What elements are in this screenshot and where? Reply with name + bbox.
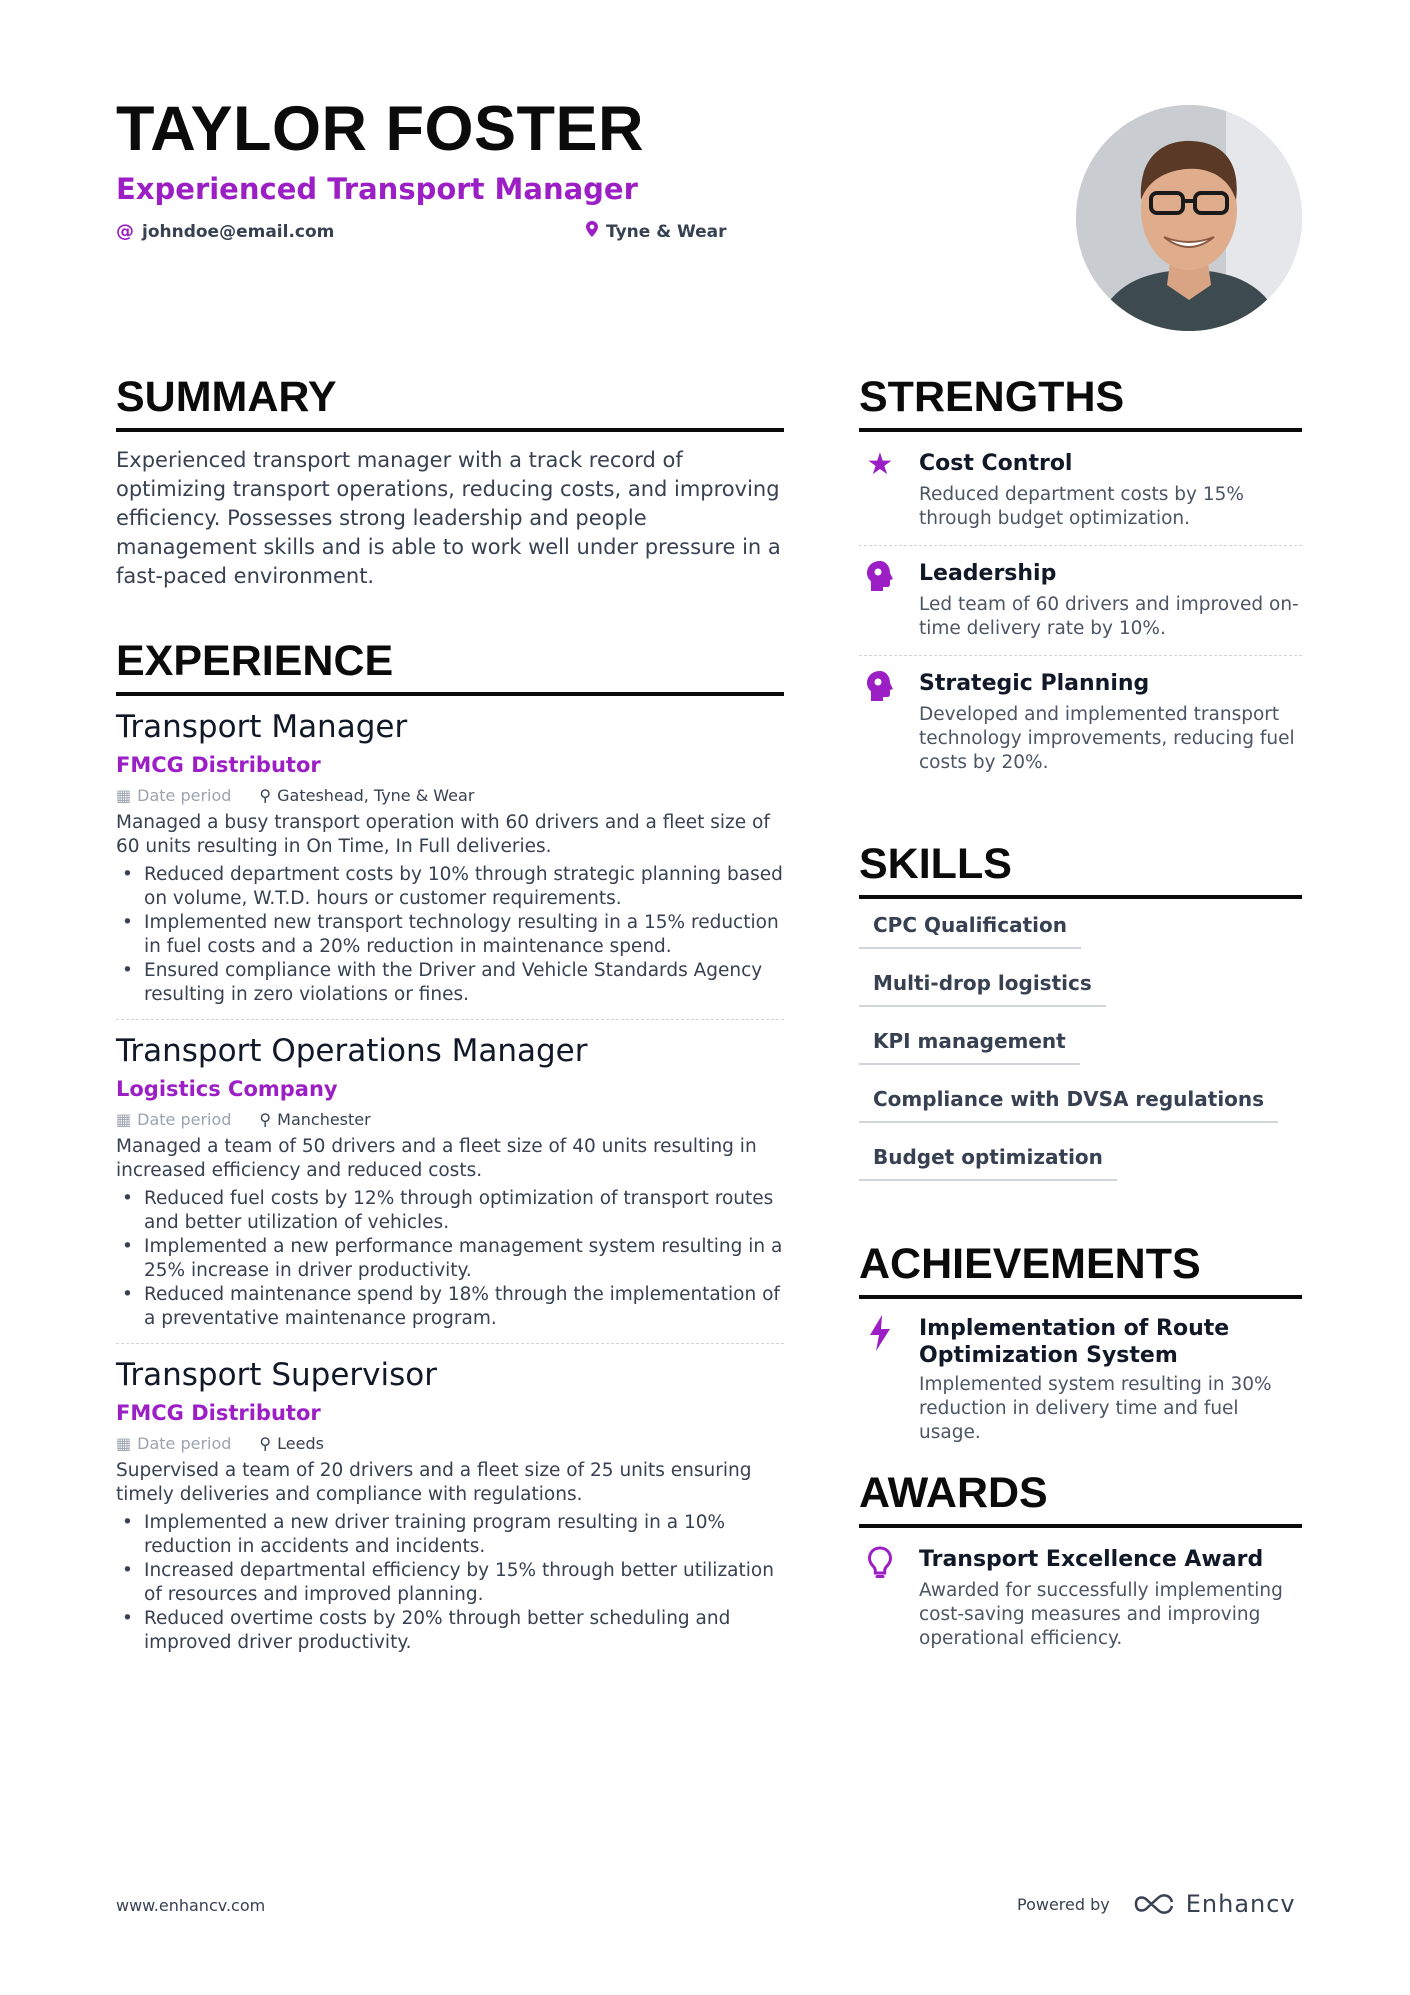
date-text: Date period xyxy=(137,1110,232,1129)
location-pin-icon: ⚲ xyxy=(259,1434,272,1453)
date-period xyxy=(116,1110,231,1129)
job-meta xyxy=(116,1110,784,1129)
location-pin-icon xyxy=(586,221,598,242)
bullet-item: • Reduced department costs by 10% through strategic planning based on volume, W.T.D. hours or customer requirements. xyxy=(116,863,784,911)
brand-logo xyxy=(1132,1890,1296,1918)
job-description: Supervised a team of 20 drivers and a fleet size of 25 units ensuring timely deliveries and compliance with regulations. xyxy=(116,1460,752,1505)
job-title: Transport Manager xyxy=(116,709,408,745)
lightbulb-icon xyxy=(859,1546,901,1651)
bullet-item: • Implemented a new driver training program resulting in a 10% reduction in accidents and incidents. xyxy=(116,1511,784,1559)
job-entry xyxy=(116,1033,784,1344)
achievement-title: Implementation of Route Optimization System xyxy=(919,1316,1230,1368)
job-title: Transport Operations Manager xyxy=(116,1033,588,1069)
skill-tag: Compliance with DVSA regulations xyxy=(859,1087,1278,1123)
divider xyxy=(859,655,1302,656)
summary-heading: SUMMARY xyxy=(116,376,784,432)
strength-text: Developed and implemented transport technology improvements, reducing fuel costs by 20%. xyxy=(919,704,1295,773)
location-text: Leeds xyxy=(277,1434,324,1453)
awards-section xyxy=(859,1469,1302,1651)
date-text: Date period xyxy=(137,1434,232,1453)
job-meta xyxy=(116,786,784,805)
job-meta xyxy=(116,1434,784,1453)
strength-title: Cost Control xyxy=(919,451,1073,476)
award-item xyxy=(859,1546,1302,1651)
skill-row xyxy=(859,1029,1302,1065)
summary-text: Experienced transport manager with a track record of optimizing transport operations, reducing costs, and improving efficiency. Possesses strong leadership and people management skills and is able to work well under pressure in a fast-paced environment. xyxy=(116,448,781,588)
strength-item xyxy=(859,447,1302,531)
email-text: johndoe@email.com xyxy=(142,221,335,242)
job-location xyxy=(259,786,474,805)
award-title: Transport Excellence Award xyxy=(919,1547,1264,1572)
calendar-icon: ▦ xyxy=(116,1434,132,1453)
award-text: Awarded for successfully implementing cost-saving measures and improving operational efficiency. xyxy=(919,1580,1283,1649)
skill-tag: KPI management xyxy=(859,1029,1080,1065)
company-name: FMCG Distributor xyxy=(116,1401,321,1425)
bolt-icon xyxy=(859,1315,901,1445)
job-title: Transport Supervisor xyxy=(116,1357,437,1393)
job-location xyxy=(259,1434,324,1453)
job-bullets xyxy=(116,863,784,1007)
date-period xyxy=(116,1434,231,1453)
footer-website[interactable]: www.enhancv.com xyxy=(116,1896,266,1915)
achievements-heading: ACHIEVEMENTS xyxy=(859,1243,1302,1299)
skill-row xyxy=(859,1145,1302,1181)
job-headline: Experienced Transport Manager xyxy=(116,172,638,206)
bullet-item: • Increased departmental efficiency by 15% through better utilization of resources and improved planning. xyxy=(116,1559,784,1607)
bullet-item: • Reduced maintenance spend by 18% through the implementation of a preventative maintenance program. xyxy=(116,1283,784,1331)
bullet-item: • Implemented a new performance management system resulting in a 25% increase in driver productivity. xyxy=(116,1235,784,1283)
skill-row xyxy=(859,971,1302,1007)
candidate-name: TAYLOR FOSTER xyxy=(116,94,645,164)
strengths-section xyxy=(859,373,1302,775)
calendar-icon: ▦ xyxy=(116,1110,132,1129)
avatar xyxy=(1076,105,1302,331)
skill-row xyxy=(859,1087,1302,1123)
head-icon xyxy=(859,560,901,641)
date-period xyxy=(116,786,231,805)
experience-section xyxy=(116,637,784,1655)
divider xyxy=(116,1343,784,1344)
job-description: Managed a team of 50 drivers and a fleet size of 40 units resulting in increased efficiency and reduced costs. xyxy=(116,1136,757,1181)
company-name: FMCG Distributor xyxy=(116,753,321,777)
divider xyxy=(116,1019,784,1020)
experience-heading: EXPERIENCE xyxy=(116,640,784,696)
skill-tag: Budget optimization xyxy=(859,1145,1117,1181)
head-icon xyxy=(859,670,901,775)
job-bullets xyxy=(116,1187,784,1331)
location-pin-icon: ⚲ xyxy=(259,786,272,805)
enhancv-logo-icon xyxy=(1132,1892,1178,1916)
skill-row xyxy=(859,913,1302,949)
job-location xyxy=(259,1110,370,1129)
strengths-heading: STRENGTHS xyxy=(859,376,1302,432)
skills-heading: SKILLS xyxy=(859,843,1302,899)
achievement-item xyxy=(859,1315,1302,1445)
summary-section xyxy=(116,373,784,591)
strength-title: Strategic Planning xyxy=(919,671,1150,696)
job-entry xyxy=(116,709,784,1020)
strength-title: Leadership xyxy=(919,561,1057,586)
skill-tag: Multi-drop logistics xyxy=(859,971,1106,1007)
strength-text: Led team of 60 drivers and improved on-time delivery rate by 10%. xyxy=(919,594,1299,639)
job-bullets xyxy=(116,1511,784,1655)
strength-item xyxy=(859,560,1302,641)
job-description: Managed a busy transport operation with 60 drivers and a fleet size of 60 units resulting in On Time, In Full deliveries. xyxy=(116,812,770,857)
star-icon: ★ xyxy=(866,447,894,482)
location-text: Gateshead, Tyne & Wear xyxy=(277,786,475,805)
contact-location xyxy=(586,221,727,242)
skills-section xyxy=(859,840,1302,1181)
strength-item xyxy=(859,670,1302,775)
location-pin-icon: ⚲ xyxy=(259,1110,272,1129)
job-entry xyxy=(116,1357,784,1655)
location-text: Manchester xyxy=(277,1110,371,1129)
skill-tag: CPC Qualification xyxy=(859,913,1081,949)
strength-text: Reduced department costs by 15% through budget optimization. xyxy=(919,484,1244,529)
awards-heading: AWARDS xyxy=(859,1472,1302,1528)
contact-email[interactable] xyxy=(116,221,334,242)
date-text: Date period xyxy=(137,786,232,805)
achievement-text: Implemented system resulting in 30% reduction in delivery time and fuel usage. xyxy=(919,1374,1272,1443)
at-icon: @ xyxy=(116,221,134,242)
location-text: Tyne & Wear xyxy=(606,221,727,242)
company-name: Logistics Company xyxy=(116,1077,338,1101)
bullet-item: • Reduced fuel costs by 12% through optimization of transport routes and better utilization of vehicles. xyxy=(116,1187,784,1235)
footer-branding[interactable] xyxy=(1017,1890,1296,1918)
bullet-item: • Reduced overtime costs by 20% through better scheduling and improved driver productivity. xyxy=(116,1607,784,1655)
bullet-item: • Implemented new transport technology resulting in a 15% reduction in fuel costs and a 20% reduction in maintenance spend. xyxy=(116,911,784,959)
powered-by-text: Powered by xyxy=(1017,1894,1110,1914)
divider xyxy=(859,545,1302,546)
achievements-section xyxy=(859,1240,1302,1445)
calendar-icon: ▦ xyxy=(116,786,132,805)
bullet-item: • Ensured compliance with the Driver and Vehicle Standards Agency resulting in zero violations or fines. xyxy=(116,959,784,1007)
brand-name: Enhancv xyxy=(1185,1890,1296,1918)
